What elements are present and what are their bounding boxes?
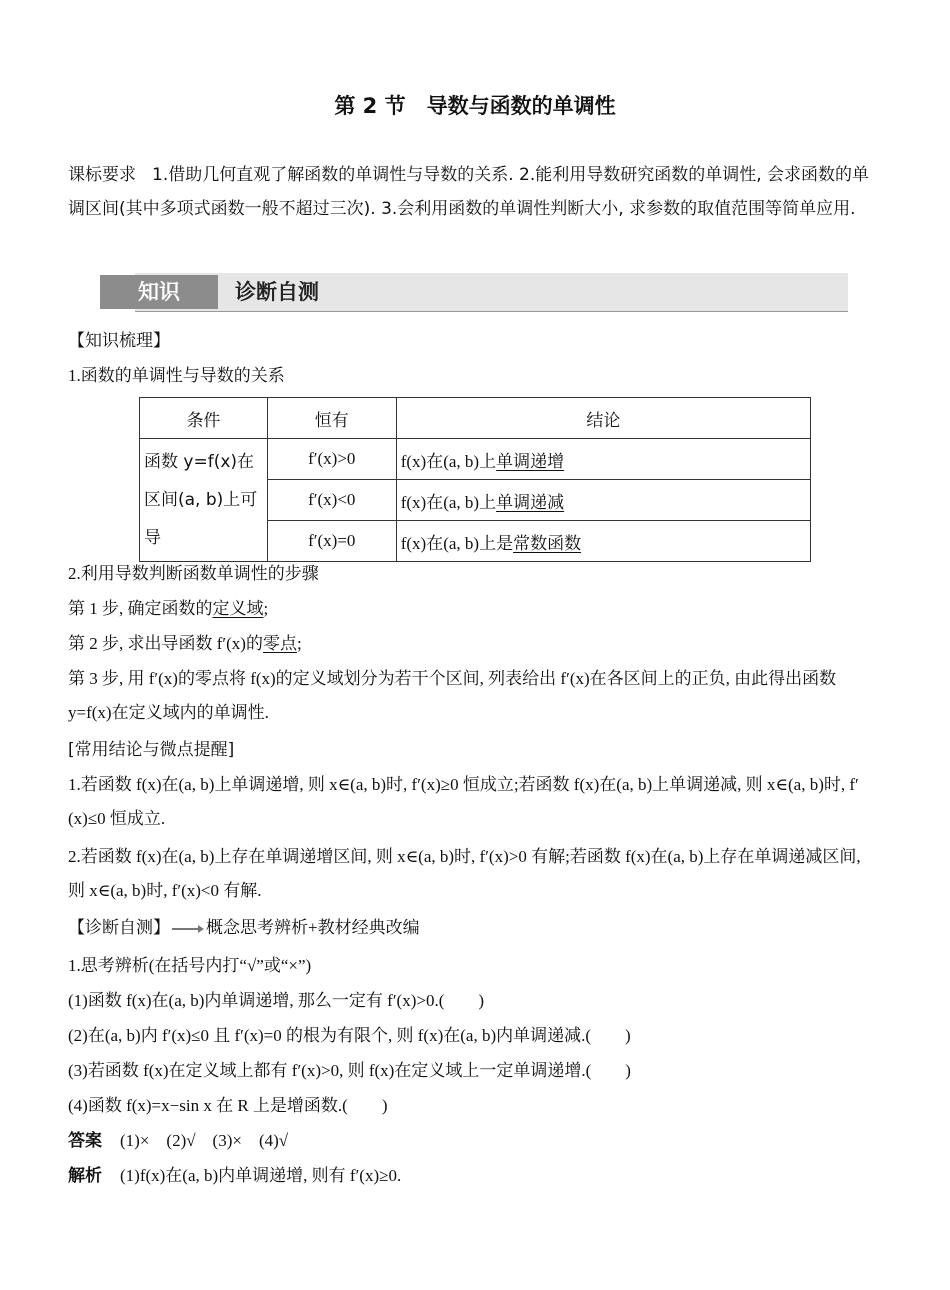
step-end: ; (296, 634, 302, 653)
banner-heading: 诊断自测 (235, 280, 319, 304)
question-item: (2)在(a, b)内 f′(x)≤0 且 f′(x)=0 的根为有限个, 则 f(x)在(a, b)内单调递减.( ) (68, 1026, 631, 1045)
conclusion-prefix: f(x)在(a, b)上 (400, 492, 497, 512)
table-row (140, 439, 811, 480)
condition-cell (140, 439, 268, 562)
question-item: (3)若函数 f(x)在定义域上都有 f′(x)>0, 则 f(x)在定义域上一定单调递增.( ) (68, 1061, 631, 1080)
conclusion-cell (396, 521, 810, 562)
conclusion-prefix: f(x)在(a, b)上 (400, 451, 497, 471)
arrow-right-icon (172, 925, 204, 933)
derivative-cell: f′(x)<0 (267, 480, 396, 521)
step-2 (68, 632, 302, 656)
condition-line: 函数 y=f(x)在 (144, 452, 255, 472)
question-item: (1)函数 f(x)在(a, b)内单调递增, 那么一定有 f′(x)>0.( ) (68, 991, 485, 1010)
page-title: 第 2 节 导数与函数的单调性 (334, 94, 616, 118)
diagnosis-subtitle: 概念思考辨析+教材经典改编 (206, 918, 420, 937)
answer-text: (1)× (2)√ (3)× (4)√ (120, 1131, 289, 1150)
item2-title: 2.利用导数判断函数单调性的步骤 (68, 564, 319, 583)
analysis-label: 解析 (68, 1166, 102, 1186)
common-conclusion-2: 2.若函数 f(x)在(a, b)上存在单调递增区间, 则 x∈(a, b)时, f′(x)>0 有解;若函数 f(x)在(a, b)上存在单调递减区间, 则 x∈(a, b)时, f′(x)<0 有解. (68, 847, 861, 900)
common-conclusion-1: 1.若函数 f(x)在(a, b)上单调递增, 则 x∈(a, b)时, f′(x)≥0 恒成立;若函数 f(x)在(a, b)上单调递减, 则 x∈(a, b)时, f′(x)≤0 恒成立. (68, 775, 859, 828)
curriculum-requirements (68, 158, 876, 226)
condition-line: 导 (144, 528, 161, 548)
step-key: 零点 (262, 634, 297, 653)
answer-row (68, 1129, 288, 1153)
derivative-cell: f′(x)>0 (267, 439, 396, 480)
table-header-row (140, 398, 811, 439)
common-heading: [常用结论与微点提醒] (68, 740, 235, 760)
item1-title: 1.函数的单调性与导数的关系 (68, 366, 285, 385)
conclusion-key: 单调递增 (496, 451, 565, 471)
question-1-title: 1.思考辨析(在括号内打“√”或“×”) (68, 956, 312, 975)
section-banner (100, 273, 850, 313)
step-end: ; (263, 599, 269, 618)
step-3: 第 3 步, 用 f′(x)的零点将 f(x)的定义域划分为若干个区间, 列表给出 f′(x)在各区间上的正负, 由此得出函数 y=f(x)在定义域内的单调性. (68, 669, 837, 722)
table-header-cell: 恒有 (267, 398, 396, 439)
step-text: 第 1 步, 确定函数的 (68, 599, 213, 618)
table-header-cell: 结论 (396, 398, 810, 439)
step-1 (68, 597, 268, 621)
conclusion-prefix: f(x)在(a, b)上是 (400, 533, 514, 553)
table-header-cell: 条件 (140, 398, 268, 439)
conclusion-key: 常数函数 (513, 533, 582, 553)
knowledge-heading: 【知识梳理】 (68, 331, 170, 351)
diagnosis-heading: 【诊断自测】 (68, 918, 170, 938)
conclusion-cell (396, 480, 810, 521)
requirements-text: 1.借助几何直观了解函数的单调性与导数的关系. 2.能利用导数研究函数的单调性, 会求函数的单调区间(其中多项式函数一般不超过三次). 3.会利用函数的单调性判断大小, 求参数的取值范围等简单应用. (68, 165, 870, 219)
derivative-relation-table (139, 397, 811, 562)
banner-tag: 知识 (100, 275, 218, 309)
analysis-row (68, 1164, 401, 1188)
diagnosis-heading-row (68, 916, 420, 940)
analysis-text: (1)f(x)在(a, b)内单调递增, 则有 f′(x)≥0. (120, 1166, 402, 1185)
requirements-label: 课标要求 (68, 165, 136, 185)
question-item: (4)函数 f(x)=x−sin x 在 R 上是增函数.( ) (68, 1096, 388, 1115)
answer-label: 答案 (68, 1131, 102, 1151)
step-text: 第 2 步, 求出导函数 f′(x)的 (68, 634, 263, 653)
step-key: 定义域 (212, 599, 264, 618)
condition-line: 区间(a, b)上可 (144, 490, 258, 510)
conclusion-key: 单调递减 (496, 492, 565, 512)
derivative-cell: f′(x)=0 (267, 521, 396, 562)
conclusion-cell (396, 439, 810, 480)
